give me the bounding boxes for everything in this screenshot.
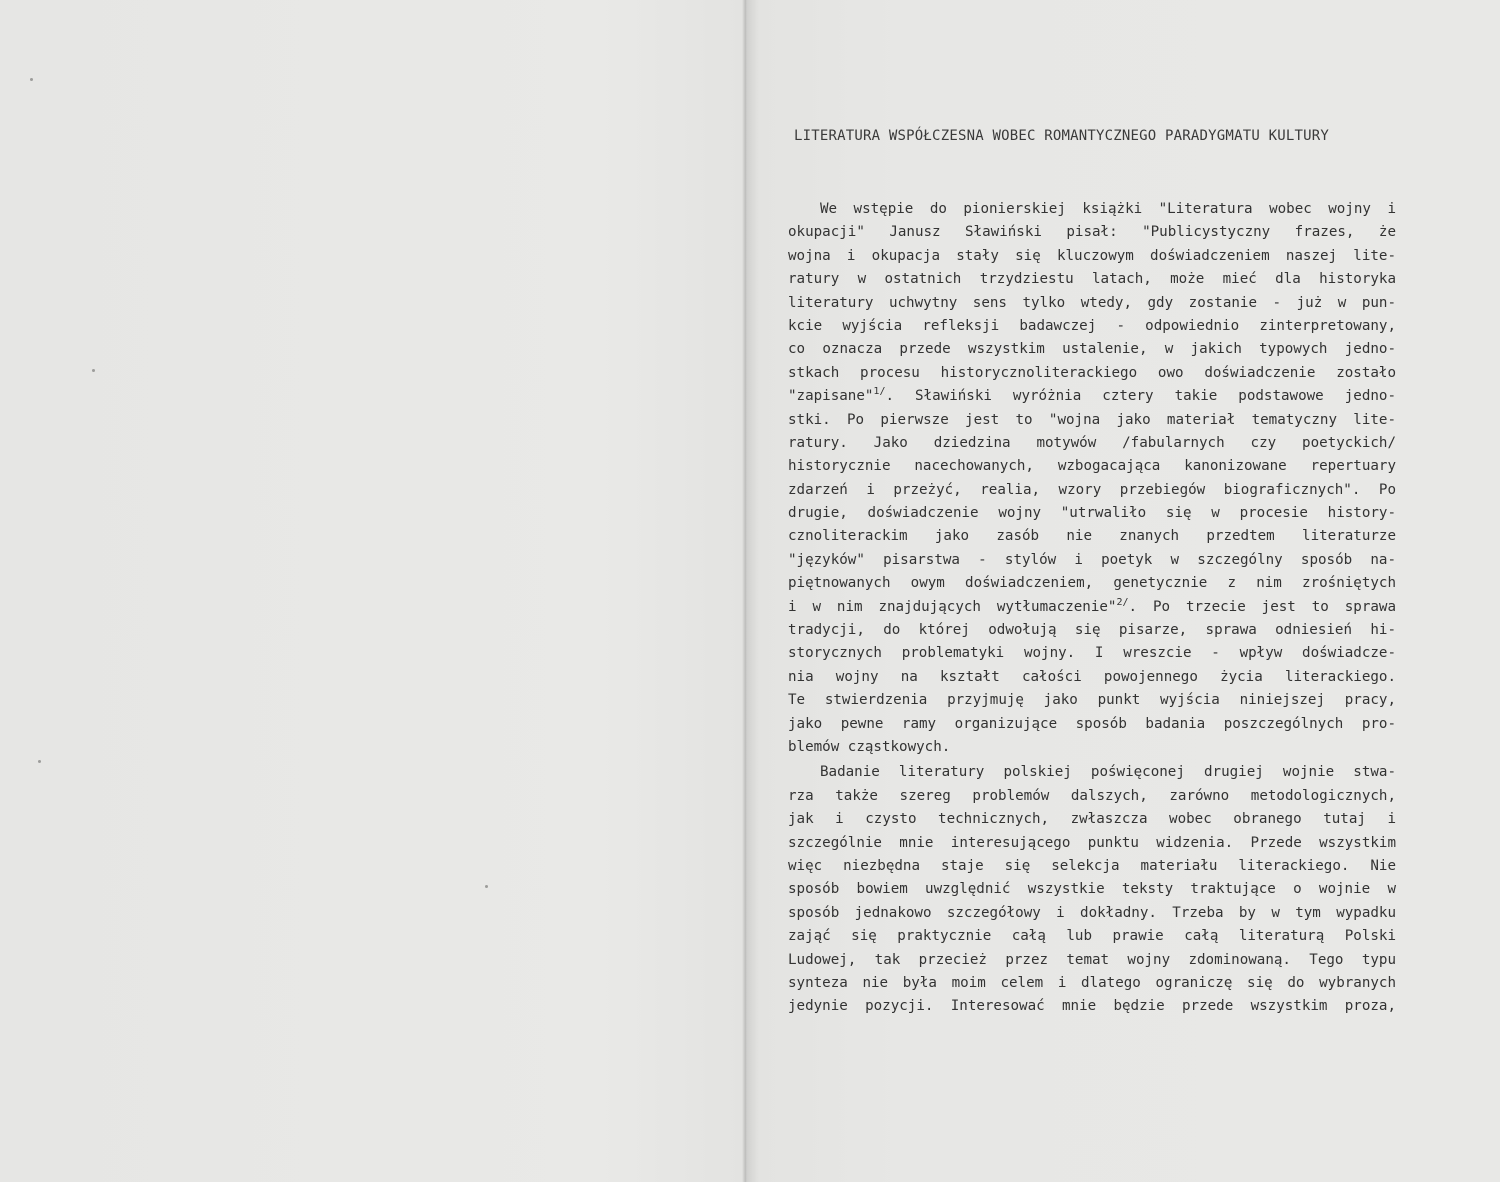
bleed-through-text: [150, 160, 730, 630]
left-page: [0, 0, 745, 1182]
text-line: sposób jednakowo szczegółowy i dokładny. Trzeba by w tym wypadku: [788, 904, 1396, 921]
bleed-row: [150, 184, 730, 208]
bleed-row: [150, 489, 730, 513]
text-line: stki. Po pierwsze jest to "wojna jako materiał tematyczny lite-: [788, 411, 1396, 428]
text-line: jedynie pozycji. Interesować mnie będzie przede wszystkim proza,: [788, 998, 1396, 1015]
paper-speck: [38, 760, 41, 763]
text-line: literatury uchwytny sens tylko wtedy, gdy zostanie - już w pun-: [788, 294, 1396, 311]
text-line: "języków" pisarstwa - stylów i poetyk w szczególny sposób na-: [788, 551, 1396, 568]
paragraph-1: [788, 198, 1396, 385]
right-page: [748, 0, 1500, 1182]
bleed-row: [150, 536, 730, 560]
bleed-row: [150, 348, 730, 372]
text-line: zdarzeń i przeżyć, realia, wzory przebiegów biograficznych". Po: [788, 481, 1396, 498]
text-line: stkach procesu historycznoliterackiego owo doświadczenie zostało: [788, 364, 1396, 381]
text-line: kcie wyjścia refleksji badawczej - odpowiednio zinterpretowany,: [788, 317, 1396, 334]
paper-speck: [30, 78, 33, 81]
text-line: co oznacza przede wszystkim ustalenie, w jakich typowych jedno-: [788, 341, 1396, 358]
bleed-row: [150, 395, 730, 419]
paragraph-2: [788, 761, 1396, 1018]
text-line: storycznych problematyki wojny. I wreszcie - wpływ doświadcze-: [788, 645, 1396, 662]
bleed-row: [150, 325, 730, 349]
bleed-row: [150, 278, 730, 302]
text-line-footnote-1: "zapisane"$^{1/}$. Sławiński wyróżnia cztery takie podstawowe jedno-: [788, 386, 1396, 405]
bleed-row: [150, 583, 730, 607]
bleed-row: [150, 442, 730, 466]
text-line: jako pewne ramy organizujące sposób badania poszczególnych pro-: [788, 715, 1396, 732]
text-line: szczególnie mnie interesującego punktu widzenia. Przede wszystkim: [788, 834, 1396, 851]
text-line: rza także szereg problemów dalszych, zarówno metodologicznych,: [788, 787, 1396, 804]
text-line: zająć się praktycznie całą lub prawie całą literaturą Polski: [788, 928, 1396, 945]
text-line: ratury w ostatnich trzydziestu latach, może mieć dla historyka: [788, 271, 1396, 288]
bleed-row: [150, 607, 730, 631]
paragraph-1-end: [788, 619, 1396, 759]
bleed-row: [150, 419, 730, 443]
text-line: okupacji" Janusz Sławiński pisał: "Publicystyczny frazes, że: [788, 224, 1396, 241]
bleed-row: [150, 160, 730, 184]
body-text: [788, 196, 1396, 1019]
bleed-row: [150, 231, 730, 255]
paper-speck: [485, 885, 488, 888]
text-line: Ludowej, tak przecież przez temat wojny zdominowaną. Tego typu: [788, 951, 1396, 968]
bleed-row: [150, 560, 730, 584]
text-line: więc niezbędna staje się selekcja materiału literackiego. Nie: [788, 857, 1396, 874]
text-line: tradycji, do której odwołują się pisarze, sprawa odniesień hi-: [788, 622, 1396, 639]
text-line: ratury. Jako dziedzina motywów /fabularnych czy poetyckich/: [788, 434, 1396, 451]
footnote-ref-2[interactable]: 2/: [1116, 596, 1129, 608]
text-line: blemów cząstkowych.: [788, 738, 951, 755]
text-line: wojna i okupacja stały się kluczowym doświadczeniem naszej lite-: [788, 247, 1396, 264]
text-line: nia wojny na kształt całości powojennego życia literackiego.: [788, 668, 1396, 685]
bleed-row: [150, 254, 730, 278]
chapter-heading: LITERATURA WSPÓŁCZESNA WOBEC ROMANTYCZNEGO PARADYGMATU KULTURY: [794, 128, 1329, 144]
text-line: drugie, doświadczenie wojny "utrwaliło się w procesie history-: [788, 505, 1396, 522]
text-line: sposób bowiem uwzględnić wszystkie teksty traktujące o wojnie w: [788, 881, 1396, 898]
text-line: Te stwierdzenia przyjmuję jako punkt wyjścia niniejszej pracy,: [788, 692, 1396, 709]
paper-speck: [92, 369, 95, 372]
bleed-row: [150, 466, 730, 490]
text-line: historycznie nacechowanych, wzbogacająca kanonizowane repertuary: [788, 458, 1396, 475]
bleed-row: [150, 301, 730, 325]
text-line: We wstępie do pionierskiej książki "Literatura wobec wojny i: [820, 201, 1396, 217]
text-line: piętnowanych owym doświadczeniem, genetycznie z nim zrośniętych: [788, 575, 1396, 592]
text-line-footnote-2: i w nim znajdujących wytłumaczenie"$^{2/}$. Po trzecie jest to sprawa: [788, 596, 1396, 615]
bleed-row: [150, 207, 730, 231]
text-line: synteza nie była moim celem i dlatego ograniczę się do wybranych: [788, 974, 1396, 991]
paragraph-1-middle: [788, 409, 1396, 596]
text-line: Badanie literatury polskiej poświęconej drugiej wojnie stwa-: [820, 764, 1396, 781]
text-line: jak i czysto technicznych, zwłaszcza wobec obranego tutaj i: [788, 811, 1396, 828]
footnote-ref-1[interactable]: 1/: [873, 386, 886, 398]
text-line: cznoliterackim jako zasób nie znanych przedtem literaturze: [788, 528, 1396, 545]
bleed-row: [150, 513, 730, 537]
bleed-row: [150, 372, 730, 396]
